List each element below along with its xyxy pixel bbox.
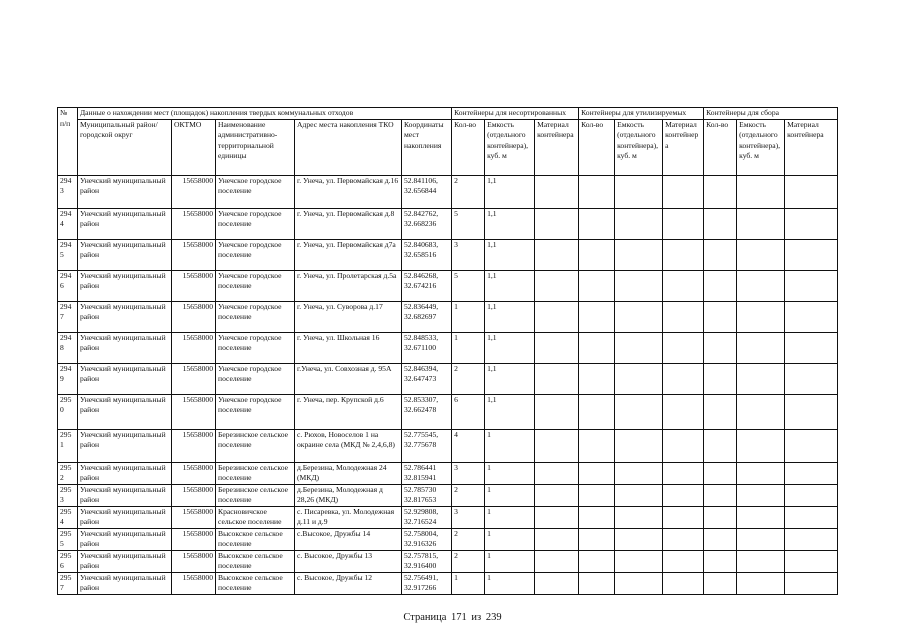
cell-empty (663, 394, 704, 429)
cell-empty (737, 506, 785, 528)
cell-empty (535, 550, 579, 572)
cell-address: д.Березина, Молодежная д 28,26 (МКД) (295, 484, 402, 506)
cell-count: 1 (452, 572, 485, 594)
cell-address: г. Унеча, пер. Крупской д.6 (295, 394, 402, 429)
cell-empty (579, 394, 615, 429)
cell-empty (704, 301, 737, 332)
cell-admin-unit: Березинское сельское поселение (216, 429, 295, 462)
cell-address: г. Унеча, ул. Суворова д.17 (295, 301, 402, 332)
cell-coords: 52.929808, 32.716524 (402, 506, 452, 528)
cell-empty (615, 270, 663, 301)
cell-count: 2 (452, 363, 485, 394)
cell-empty (785, 239, 838, 270)
waste-sites-table (57, 107, 838, 595)
cell-municipality: Унечский муниципальный район (78, 394, 172, 429)
cell-no: 2954 (58, 506, 78, 528)
cell-municipality: Унечский муниципальный район (78, 270, 172, 301)
cell-no: 2943 (58, 175, 78, 208)
cell-capacity: 1,1 (485, 301, 535, 332)
cell-empty (535, 332, 579, 363)
cell-municipality: Унечский муниципальный район (78, 301, 172, 332)
header-oktmo: ОКТМО (172, 119, 216, 175)
cell-coords: 52.785730 32.817653 (402, 484, 452, 506)
cell-empty (615, 239, 663, 270)
table-row (58, 462, 838, 484)
cell-admin-unit: Березинское сельское поселение (216, 462, 295, 484)
cell-capacity: 1 (485, 429, 535, 462)
cell-capacity: 1 (485, 528, 535, 550)
cell-count: 1 (452, 332, 485, 363)
cell-empty (579, 572, 615, 594)
cell-empty (704, 239, 737, 270)
header-count-recycle: Кол-во (579, 119, 615, 175)
table-row (58, 301, 838, 332)
cell-empty (704, 572, 737, 594)
cell-empty (663, 462, 704, 484)
cell-empty (615, 528, 663, 550)
cell-address: с. Рюхов, Новоселов 1 на окраине села (МКД № 2,4,6,8) (295, 429, 402, 462)
cell-empty (535, 429, 579, 462)
cell-oktmo: 15658000 (172, 528, 216, 550)
header-admin-unit: Наименование административно-территориальной единицы (216, 119, 295, 175)
table-row (58, 394, 838, 429)
cell-admin-unit: Унечское городское поселение (216, 363, 295, 394)
cell-empty (535, 484, 579, 506)
cell-oktmo: 15658000 (172, 332, 216, 363)
cell-empty (615, 208, 663, 239)
cell-empty (535, 239, 579, 270)
page-of: из (471, 612, 482, 623)
cell-count: 2 (452, 528, 485, 550)
cell-empty (737, 175, 785, 208)
header-capacity-recycle: Емкость (отдельного контейнера), куб. м (615, 119, 663, 175)
cell-empty (535, 363, 579, 394)
cell-capacity: 1 (485, 506, 535, 528)
table-row (58, 429, 838, 462)
cell-no: 2946 (58, 270, 78, 301)
cell-empty (615, 572, 663, 594)
cell-empty (535, 528, 579, 550)
cell-no: 2957 (58, 572, 78, 594)
cell-empty (704, 208, 737, 239)
cell-empty (663, 528, 704, 550)
cell-municipality: Унечский муниципальный район (78, 175, 172, 208)
cell-capacity: 1 (485, 484, 535, 506)
page-word: Страница (403, 612, 447, 623)
cell-coords: 52.775545, 32.775678 (402, 429, 452, 462)
cell-no: 2948 (58, 332, 78, 363)
cell-empty (535, 301, 579, 332)
cell-address: д.Березина, Молодежная 24 (МКД) (295, 462, 402, 484)
cell-capacity: 1,1 (485, 270, 535, 301)
header-coords: Координаты мест накопления (402, 119, 452, 175)
table-row (58, 572, 838, 594)
cell-capacity: 1,1 (485, 175, 535, 208)
cell-empty (737, 239, 785, 270)
cell-municipality: Унечский муниципальный район (78, 462, 172, 484)
cell-empty (535, 572, 579, 594)
cell-empty (535, 462, 579, 484)
header-count: Кол-во (452, 119, 485, 175)
cell-admin-unit: Унечское городское поселение (216, 270, 295, 301)
cell-empty (663, 550, 704, 572)
header-group-collection: Контейнеры для сбора (704, 108, 838, 120)
cell-address: г. Унеча, ул. Школьная 16 (295, 332, 402, 363)
cell-empty (704, 332, 737, 363)
table-body (58, 175, 838, 594)
cell-address: с. Высокое, Дружбы 12 (295, 572, 402, 594)
cell-empty (615, 175, 663, 208)
table-row (58, 270, 838, 301)
cell-empty (579, 175, 615, 208)
cell-count: 3 (452, 239, 485, 270)
cell-coords: 52.840683, 32.658516 (402, 239, 452, 270)
cell-empty (579, 270, 615, 301)
cell-empty (615, 484, 663, 506)
cell-oktmo: 15658000 (172, 301, 216, 332)
cell-admin-unit: Высокское сельское поселение (216, 550, 295, 572)
cell-coords: 52.841106, 32.656844 (402, 175, 452, 208)
cell-empty (785, 506, 838, 528)
cell-empty (663, 239, 704, 270)
header-no: № п/п (58, 108, 78, 176)
cell-empty (579, 462, 615, 484)
cell-no: 2952 (58, 462, 78, 484)
cell-capacity: 1,1 (485, 394, 535, 429)
cell-empty (737, 301, 785, 332)
cell-no: 2953 (58, 484, 78, 506)
cell-empty (785, 429, 838, 462)
cell-address: г. Унеча, ул. Пролетарская д.5а (295, 270, 402, 301)
header-municipality: Муниципальный район/городской округ (78, 119, 172, 175)
header-address: Адрес места накопления ТКО (295, 119, 402, 175)
cell-empty (579, 484, 615, 506)
cell-empty (663, 572, 704, 594)
cell-no: 2956 (58, 550, 78, 572)
cell-municipality: Унечский муниципальный район (78, 332, 172, 363)
cell-no: 2955 (58, 528, 78, 550)
cell-empty (663, 506, 704, 528)
cell-empty (737, 484, 785, 506)
cell-oktmo: 15658000 (172, 462, 216, 484)
cell-empty (785, 484, 838, 506)
cell-municipality: Унечский муниципальный район (78, 363, 172, 394)
cell-empty (663, 208, 704, 239)
cell-count: 5 (452, 208, 485, 239)
cell-empty (785, 462, 838, 484)
cell-municipality: Унечский муниципальный район (78, 572, 172, 594)
cell-municipality: Унечский муниципальный район (78, 429, 172, 462)
cell-address: г. Унеча, ул. Первомайская д7а (295, 239, 402, 270)
cell-empty (615, 332, 663, 363)
table-row (58, 332, 838, 363)
cell-empty (535, 394, 579, 429)
cell-count: 5 (452, 270, 485, 301)
cell-empty (737, 332, 785, 363)
cell-coords: 52.853307, 32.662478 (402, 394, 452, 429)
cell-empty (704, 506, 737, 528)
cell-admin-unit: Красновичское сельское поселение (216, 506, 295, 528)
cell-address: г. Унеча, ул. Первомайская д.16 (295, 175, 402, 208)
cell-empty (737, 394, 785, 429)
page-number (0, 612, 905, 623)
cell-coords: 52.846268, 32.674216 (402, 270, 452, 301)
cell-empty (579, 528, 615, 550)
header-count-collection: Кол-во (704, 119, 737, 175)
cell-empty (615, 301, 663, 332)
page-current: 171 (451, 612, 467, 623)
cell-coords: 52.756491, 32.917266 (402, 572, 452, 594)
table-row (58, 175, 838, 208)
cell-empty (704, 394, 737, 429)
cell-address: г. Унеча, ул. Первомайская д.8 (295, 208, 402, 239)
cell-coords: 52.846394, 32.647473 (402, 363, 452, 394)
cell-count: 3 (452, 506, 485, 528)
header-group-unsorted: Контейнеры для несортированных (452, 108, 579, 120)
table-row (58, 550, 838, 572)
cell-oktmo: 15658000 (172, 363, 216, 394)
cell-oktmo: 15658000 (172, 484, 216, 506)
cell-coords: 52.836449, 32.682697 (402, 301, 452, 332)
cell-admin-unit: Унечское городское поселение (216, 394, 295, 429)
cell-empty (615, 506, 663, 528)
cell-capacity: 1,1 (485, 239, 535, 270)
cell-empty (785, 550, 838, 572)
cell-empty (704, 462, 737, 484)
page-total: 239 (485, 612, 502, 623)
cell-empty (579, 208, 615, 239)
cell-address: с. Писаревка, ул. Молодежная д.11 и д.9 (295, 506, 402, 528)
cell-empty (785, 572, 838, 594)
cell-count: 1 (452, 301, 485, 332)
cell-no: 2947 (58, 301, 78, 332)
cell-admin-unit: Березинское сельское поселение (216, 484, 295, 506)
cell-coords: 52.848533, 32.671100 (402, 332, 452, 363)
cell-capacity: 1 (485, 572, 535, 594)
header-group-recycle: Контейнеры для утилизируемых (579, 108, 704, 120)
cell-municipality: Унечский муниципальный район (78, 528, 172, 550)
cell-empty (535, 270, 579, 301)
cell-empty (737, 550, 785, 572)
cell-count: 2 (452, 550, 485, 572)
table-row (58, 484, 838, 506)
cell-admin-unit: Унечское городское поселение (216, 175, 295, 208)
cell-count: 6 (452, 394, 485, 429)
cell-empty (704, 550, 737, 572)
table-row (58, 239, 838, 270)
cell-coords: 52.842762, 32.668236 (402, 208, 452, 239)
cell-empty (785, 208, 838, 239)
cell-admin-unit: Высокское сельское поселение (216, 528, 295, 550)
cell-empty (663, 270, 704, 301)
cell-empty (615, 394, 663, 429)
cell-empty (704, 429, 737, 462)
header-material-collection: Материал контейнера (785, 119, 838, 175)
header-capacity-collection: Емкость (отдельного контейнера), куб. м (737, 119, 785, 175)
cell-empty (737, 270, 785, 301)
cell-empty (535, 175, 579, 208)
cell-count: 2 (452, 175, 485, 208)
header-capacity: Емкость (отдельного контейнера), куб. м (485, 119, 535, 175)
header-columns-row (58, 119, 838, 175)
cell-coords: 52.786441 32.815941 (402, 462, 452, 484)
header-material: Материал контейнера (535, 119, 579, 175)
cell-empty (663, 332, 704, 363)
header-material-recycle: Материал контейнер а (663, 119, 704, 175)
cell-oktmo: 15658000 (172, 429, 216, 462)
cell-municipality: Унечский муниципальный район (78, 506, 172, 528)
cell-empty (785, 175, 838, 208)
cell-no: 2949 (58, 363, 78, 394)
cell-oktmo: 15658000 (172, 506, 216, 528)
cell-address: с. Высокое, Дружбы 13 (295, 550, 402, 572)
cell-empty (704, 363, 737, 394)
cell-coords: 52.757815, 32.916400 (402, 550, 452, 572)
cell-no: 2945 (58, 239, 78, 270)
cell-empty (785, 332, 838, 363)
cell-empty (704, 528, 737, 550)
table-row (58, 363, 838, 394)
cell-empty (615, 429, 663, 462)
cell-capacity: 1,1 (485, 208, 535, 239)
cell-empty (737, 528, 785, 550)
cell-empty (615, 363, 663, 394)
cell-empty (785, 301, 838, 332)
cell-admin-unit: Унечское городское поселение (216, 332, 295, 363)
cell-admin-unit: Высокское сельское поселение (216, 572, 295, 594)
cell-empty (663, 429, 704, 462)
cell-empty (737, 363, 785, 394)
cell-empty (663, 484, 704, 506)
cell-empty (704, 270, 737, 301)
cell-capacity: 1 (485, 550, 535, 572)
cell-empty (579, 363, 615, 394)
cell-empty (785, 528, 838, 550)
cell-empty (579, 239, 615, 270)
cell-empty (535, 208, 579, 239)
cell-no: 2951 (58, 429, 78, 462)
cell-empty (535, 506, 579, 528)
cell-empty (704, 484, 737, 506)
cell-municipality: Унечский муниципальный район (78, 239, 172, 270)
cell-empty (785, 270, 838, 301)
cell-oktmo: 15658000 (172, 572, 216, 594)
cell-empty (615, 550, 663, 572)
cell-empty (785, 363, 838, 394)
cell-admin-unit: Унечское городское поселение (216, 301, 295, 332)
cell-count: 3 (452, 462, 485, 484)
cell-oktmo: 15658000 (172, 239, 216, 270)
cell-empty (579, 550, 615, 572)
cell-address: с.Высокое, Дружбы 14 (295, 528, 402, 550)
cell-municipality: Унечский муниципальный район (78, 484, 172, 506)
cell-empty (785, 394, 838, 429)
cell-empty (737, 208, 785, 239)
cell-capacity: 1,1 (485, 332, 535, 363)
cell-empty (615, 462, 663, 484)
cell-empty (737, 462, 785, 484)
cell-oktmo: 15658000 (172, 175, 216, 208)
header-group-row (58, 108, 838, 120)
cell-empty (663, 301, 704, 332)
cell-admin-unit: Унечское городское поселение (216, 208, 295, 239)
cell-empty (663, 175, 704, 208)
header-group-location: Данные о нахождении мест (площадок) накопления твердых коммунальных отходов (78, 108, 452, 120)
cell-count: 4 (452, 429, 485, 462)
cell-count: 2 (452, 484, 485, 506)
cell-empty (737, 429, 785, 462)
cell-oktmo: 15658000 (172, 394, 216, 429)
cell-coords: 52.758004, 32.916326 (402, 528, 452, 550)
cell-capacity: 1 (485, 462, 535, 484)
cell-address: г.Унеча, ул. Совхозная д. 95А (295, 363, 402, 394)
cell-oktmo: 15658000 (172, 208, 216, 239)
cell-municipality: Унечский муниципальный район (78, 550, 172, 572)
cell-empty (704, 175, 737, 208)
cell-oktmo: 15658000 (172, 550, 216, 572)
table-row (58, 528, 838, 550)
cell-empty (579, 301, 615, 332)
cell-municipality: Унечский муниципальный район (78, 208, 172, 239)
cell-empty (579, 332, 615, 363)
cell-oktmo: 15658000 (172, 270, 216, 301)
table-row (58, 208, 838, 239)
cell-no: 2950 (58, 394, 78, 429)
cell-empty (579, 429, 615, 462)
cell-capacity: 1,1 (485, 363, 535, 394)
table-row (58, 506, 838, 528)
cell-empty (663, 363, 704, 394)
cell-no: 2944 (58, 208, 78, 239)
cell-empty (579, 506, 615, 528)
cell-admin-unit: Унечское городское поселение (216, 239, 295, 270)
cell-empty (737, 572, 785, 594)
